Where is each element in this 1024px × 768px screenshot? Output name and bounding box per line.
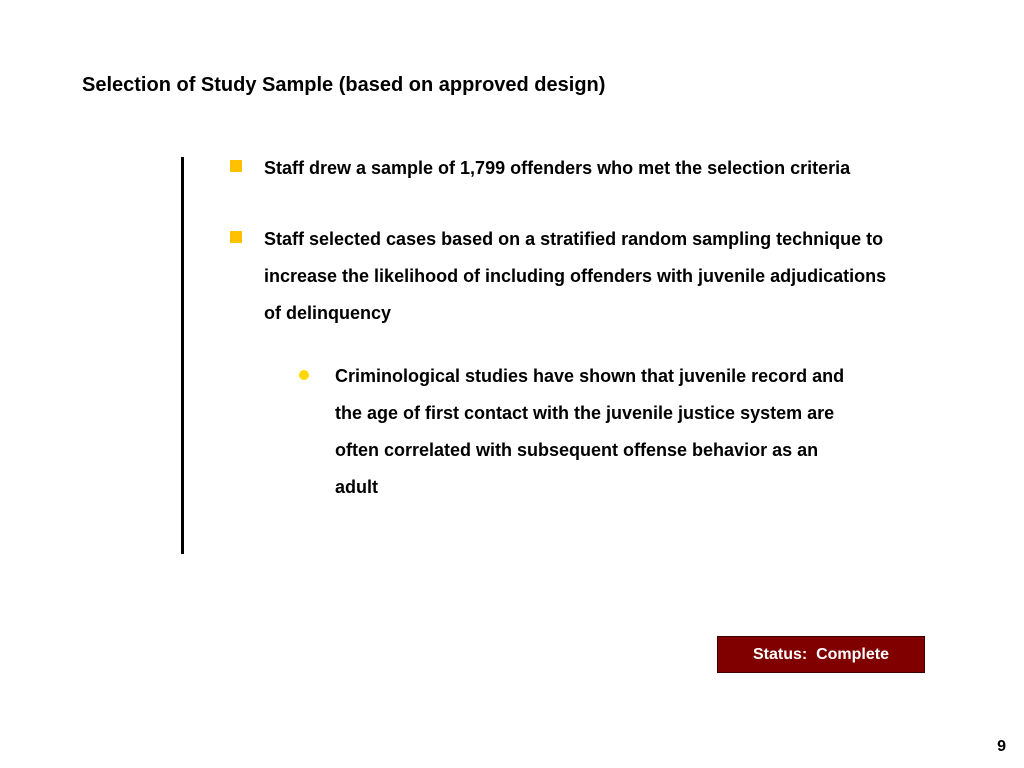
bullet-item [228,221,888,332]
page-number: 9 [997,738,1006,755]
sub-bullet-text: Criminological studies have shown that juvenile record and the age of first contact with the juvenile justice system are often correlated with subsequent offense behavior as an adult [335,366,845,497]
bullet-text: Staff selected cases based on a stratified random sampling technique to increase the likelihood of including offenders with juvenile adjudications of delinquency [264,229,887,323]
bullet-item [228,150,888,187]
bullet-list [228,150,888,506]
slide-title: Selection of Study Sample (based on approved design) [82,74,606,96]
status-badge: Status: Complete [717,636,925,673]
circle-bullet-icon [299,370,309,380]
sub-bullet-item [299,358,865,506]
square-bullet-icon [230,231,242,243]
vertical-divider [181,157,184,554]
bullet-text: Staff drew a sample of 1,799 offenders who met the selection criteria [264,158,851,178]
square-bullet-icon [230,160,242,172]
